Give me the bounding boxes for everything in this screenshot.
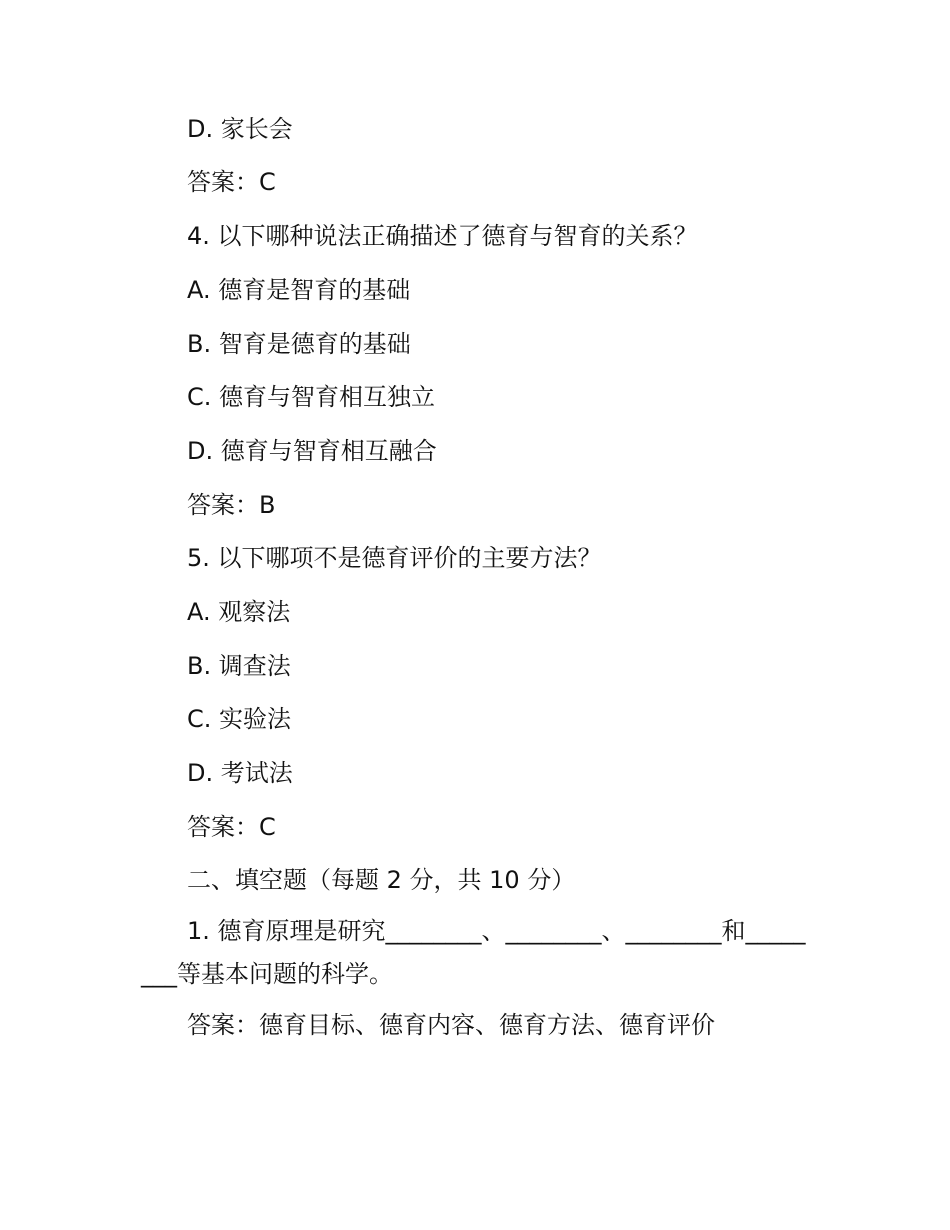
section-heading-fill-in: 二、填空题（每题 2 分，共 10 分） [187,866,576,894]
q5-option-b: B. 调查法 [187,652,291,680]
fill-question-1: 1. 德育原理是研究________、________、________和________等基本问题的科学。 [141,917,806,988]
q5-option-a: A. 观察法 [187,598,291,626]
answer-q4: 答案：B [187,491,276,519]
answer-q5: 答案：C [187,813,276,841]
option-d-parent-meeting: D. 家长会 [187,115,293,143]
q5-option-d: D. 考试法 [187,759,293,787]
question-5: 5. 以下哪项不是德育评价的主要方法？ [187,544,602,572]
fill-answer-1: 答案：德育目标、德育内容、德育方法、德育评价 [187,1011,715,1039]
question-4: 4. 以下哪种说法正确描述了德育与智育的关系？ [187,222,698,250]
q4-option-c: C. 德育与智育相互独立 [187,383,436,411]
q4-option-b: B. 智育是德育的基础 [187,330,411,358]
q4-option-a: A. 德育是智育的基础 [187,276,411,304]
q5-option-c: C. 实验法 [187,705,292,733]
q4-option-d: D. 德育与智育相互融合 [187,437,437,465]
answer-q3: 答案：C [187,168,276,196]
